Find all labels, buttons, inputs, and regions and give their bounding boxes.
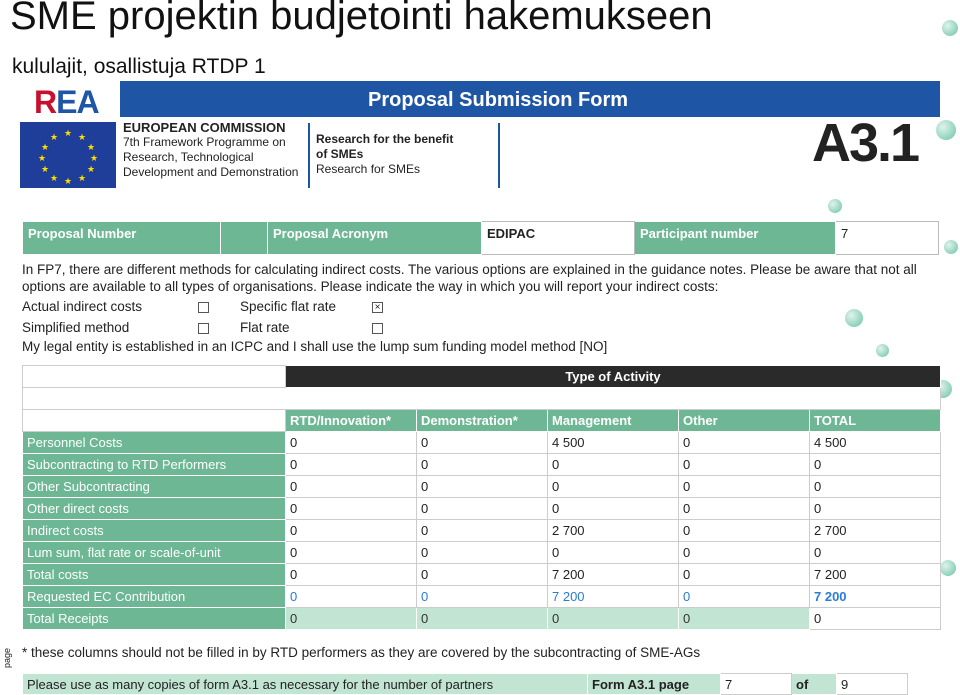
slide-title: SME projektin budjetointi hakemukseen (10, 0, 713, 38)
cost-total-cell: 0 (810, 498, 941, 520)
cost-cell[interactable]: 0 (417, 520, 548, 542)
cost-cell[interactable]: 0 (286, 520, 417, 542)
cost-cell[interactable]: 7 200 (548, 586, 679, 608)
svg-text:★: ★ (40, 143, 50, 153)
cost-cell[interactable]: 0 (548, 542, 679, 564)
option-label: Simplified method (22, 320, 130, 335)
option-checkbox[interactable]: × (372, 302, 383, 313)
cost-cell[interactable]: 0 (679, 608, 810, 630)
table-row (23, 564, 941, 586)
cost-cell[interactable]: 0 (286, 432, 417, 454)
row-label: Personnel Costs (23, 432, 286, 454)
cost-cell: 0 (286, 564, 417, 586)
cost-cell[interactable]: 0 (417, 542, 548, 564)
column-header: Management (548, 410, 679, 432)
participant-number-value[interactable]: 7 (836, 222, 939, 255)
slide-subtitle: kululajit, osallistuja RTDP 1 (12, 55, 266, 78)
participant-number-label: Participant number (635, 222, 836, 255)
row-label: Other direct costs (23, 498, 286, 520)
svg-text:★: ★ (89, 154, 99, 164)
ec-title: EUROPEAN COMMISSION (123, 120, 286, 135)
svg-text:★: ★ (86, 165, 96, 175)
decorative-bubble (828, 199, 842, 213)
decorative-bubble (876, 344, 889, 357)
cost-table-spacer (23, 388, 941, 410)
table-row (23, 476, 941, 498)
ec-line: Development and Demonstration (123, 165, 299, 179)
svg-text:★: ★ (37, 154, 47, 164)
table-row (23, 542, 941, 564)
cost-cell[interactable]: 0 (679, 520, 810, 542)
svg-text:★: ★ (49, 133, 59, 143)
table-row (23, 432, 941, 454)
column-header: RTD/Innovation* (286, 410, 417, 432)
sme-title-line: Research for the benefit (316, 132, 454, 146)
cost-total-cell: 2 700 (810, 520, 941, 542)
cost-cell[interactable]: 0 (548, 498, 679, 520)
cost-table-corner (23, 366, 286, 388)
eu-flag-icon (20, 122, 116, 188)
table-row (23, 454, 941, 476)
svg-text:★: ★ (77, 133, 87, 143)
table-row (23, 520, 941, 542)
cost-cell[interactable]: 0 (417, 476, 548, 498)
cost-cell[interactable]: 0 (417, 498, 548, 520)
column-header: TOTAL (810, 410, 941, 432)
column-header: Demonstration* (417, 410, 548, 432)
option-checkbox[interactable] (198, 323, 209, 334)
footnote: * these columns should not be filled in by RTD performers as they are covered by the subcontracting of SME-AGs (22, 645, 701, 660)
cost-total-cell: 0 (810, 454, 941, 476)
cost-cell[interactable]: 0 (417, 608, 548, 630)
sme-subtitle: Research for SMEs (316, 162, 421, 176)
cost-total-cell: 7 200 (810, 564, 941, 586)
svg-text:★: ★ (40, 165, 50, 175)
page-value[interactable]: 7 (721, 674, 792, 695)
page-label: Form A3.1 page (588, 674, 721, 695)
svg-text:★: ★ (63, 129, 73, 139)
cost-cell[interactable]: 0 (679, 454, 810, 476)
proposal-table (22, 221, 939, 255)
row-label: Other Subcontracting (23, 476, 286, 498)
cost-cell[interactable]: 0 (548, 476, 679, 498)
legal-statement: My legal entity is established in an ICPC and I shall use the lump sum funding model method [NO] (22, 339, 608, 354)
cost-cell[interactable]: 0 (417, 454, 548, 476)
indirect-cost-info: In FP7, there are different methods for calculating indirect costs. The various options are explained in the guidance notes. Please be aware that not all options are available to all types of organisations. Please indicate the way in which you will report your indirect costs: (22, 262, 917, 294)
cost-cell[interactable]: 0 (679, 542, 810, 564)
cost-cell[interactable]: 0 (286, 608, 417, 630)
cost-cell[interactable]: 0 (679, 498, 810, 520)
rea-logo-r: R (34, 84, 57, 120)
cost-cell[interactable]: 4 500 (548, 432, 679, 454)
cost-total-cell: 4 500 (810, 432, 941, 454)
option-checkbox[interactable] (198, 302, 209, 313)
sme-title-line: of SMEs (316, 147, 364, 161)
divider (308, 123, 310, 188)
option-label: Actual indirect costs (22, 299, 143, 314)
divider (498, 123, 500, 188)
cost-cell[interactable]: 0 (286, 542, 417, 564)
proposal-number-value[interactable] (221, 222, 268, 255)
option-label: Flat rate (240, 320, 290, 335)
option-checkbox[interactable] (372, 323, 383, 334)
ec-line: Research, Technological (123, 150, 254, 164)
row-label: Total Receipts (23, 608, 286, 630)
svg-text:★: ★ (49, 174, 59, 184)
page-side-label: page (2, 647, 12, 668)
cost-total-cell: 7 200 (810, 586, 941, 608)
form-header-title: Proposal Submission Form (368, 89, 629, 111)
cost-total-cell: 0 (810, 608, 941, 630)
svg-text:★: ★ (86, 143, 96, 153)
cost-table (22, 365, 941, 630)
ec-line: 7th Framework Programme on (123, 135, 286, 149)
rea-logo (34, 84, 99, 121)
cost-table-header-corner (23, 410, 286, 432)
cost-cell[interactable]: 0 (679, 476, 810, 498)
cost-cell[interactable]: 0 (417, 432, 548, 454)
cost-cell: 0 (417, 564, 548, 586)
copies-note: Please use as many copies of form A3.1 as necessary for the number of partners (23, 674, 588, 695)
cost-cell[interactable]: 2 700 (548, 520, 679, 542)
row-label: Total costs (23, 564, 286, 586)
svg-text:★: ★ (77, 174, 87, 184)
cost-cell[interactable]: 0 (548, 454, 679, 476)
cost-total-cell: 0 (810, 476, 941, 498)
cost-cell[interactable]: 0 (286, 498, 417, 520)
ec-block (123, 120, 298, 180)
decorative-bubble (845, 309, 863, 327)
column-header: Other (679, 410, 810, 432)
cost-cell[interactable]: 0 (286, 454, 417, 476)
cost-cell[interactable]: 0 (548, 608, 679, 630)
of-value[interactable]: 9 (837, 674, 908, 695)
option-label: Specific flat rate (240, 299, 337, 314)
form-code: A3.1 (812, 113, 919, 173)
row-label: Subcontracting to RTD Performers (23, 454, 286, 476)
sme-block (316, 132, 453, 177)
rea-logo-ea: EA (56, 84, 99, 120)
proposal-acronym-value[interactable]: EDIPAC (482, 222, 635, 255)
table-row (23, 608, 941, 630)
svg-text:★: ★ (63, 177, 73, 187)
cost-cell[interactable]: 0 (286, 476, 417, 498)
row-label: Indirect costs (23, 520, 286, 542)
cost-cell[interactable]: 0 (286, 586, 417, 608)
proposal-acronym-label: Proposal Acronym (268, 222, 482, 255)
type-of-activity-header: Type of Activity (286, 366, 941, 388)
cost-total-cell: 0 (810, 542, 941, 564)
cost-cell: 0 (679, 564, 810, 586)
cost-cell: 7 200 (548, 564, 679, 586)
cost-cell[interactable]: 0 (679, 586, 810, 608)
row-label: Lum sum, flat rate or scale-of-unit (23, 542, 286, 564)
cost-cell[interactable]: 0 (679, 432, 810, 454)
row-label: Requested EC Contribution (23, 586, 286, 608)
cost-cell[interactable]: 0 (417, 586, 548, 608)
table-row (23, 498, 941, 520)
proposal-number-label: Proposal Number (23, 222, 221, 255)
of-label: of (792, 674, 837, 695)
table-row (23, 586, 941, 608)
